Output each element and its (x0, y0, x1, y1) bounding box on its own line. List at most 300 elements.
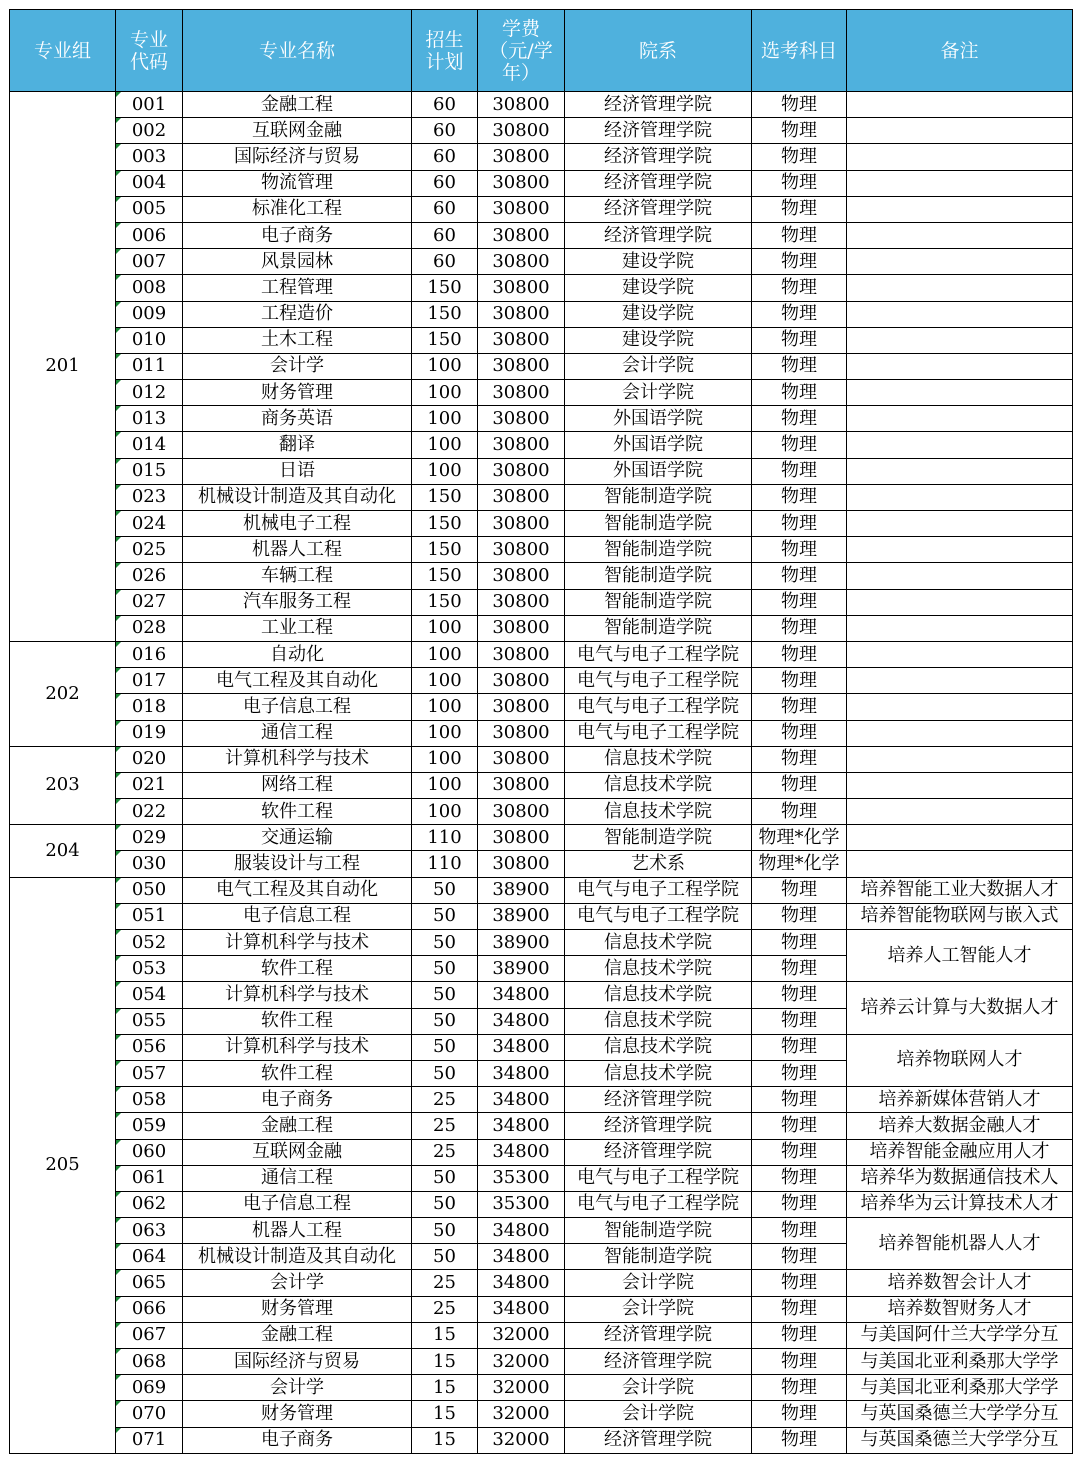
plan-cell: 60 (412, 92, 478, 118)
note-cell (847, 563, 1073, 589)
major-code-cell: 012 (116, 380, 183, 406)
major-code-cell: 021 (116, 772, 183, 798)
major-name-cell: 标准化工程 (183, 196, 412, 222)
table-row (10, 1322, 1073, 1348)
fee-cell: 30800 (478, 301, 565, 327)
table-header (10, 10, 1073, 92)
table-row (10, 301, 1073, 327)
note-cell: 培养人工智能人才 (847, 930, 1073, 982)
fee-cell: 30800 (478, 772, 565, 798)
subject-cell: 物理 (752, 956, 847, 982)
table-row (10, 799, 1073, 825)
table-row (10, 406, 1073, 432)
department-cell: 智能制造学院 (565, 615, 752, 641)
table-row (10, 1427, 1073, 1453)
table-body (10, 92, 1073, 1454)
subject-cell: 物理 (752, 694, 847, 720)
fee-cell: 30800 (478, 825, 565, 851)
department-cell: 电气与电子工程学院 (565, 694, 752, 720)
department-cell: 建设学院 (565, 275, 752, 301)
major-code-cell: 005 (116, 196, 183, 222)
major-code-cell: 055 (116, 1008, 183, 1034)
subject-cell: 物理 (752, 1113, 847, 1139)
note-cell (847, 327, 1073, 353)
department-cell: 会计学院 (565, 1270, 752, 1296)
major-name-cell: 日语 (183, 458, 412, 484)
table-row (10, 1113, 1073, 1139)
fee-cell: 38900 (478, 903, 565, 929)
subject-cell: 物理 (752, 772, 847, 798)
fee-cell: 32000 (478, 1322, 565, 1348)
major-code-cell: 066 (116, 1296, 183, 1322)
admission-plan-table (9, 9, 1073, 1454)
plan-cell: 50 (412, 930, 478, 956)
subject-cell: 物理 (752, 930, 847, 956)
note-cell: 培养智能物联网与嵌入式 (847, 903, 1073, 929)
plan-cell: 100 (412, 720, 478, 746)
header-row (10, 10, 1073, 92)
subject-cell: 物理 (752, 537, 847, 563)
plan-cell: 60 (412, 170, 478, 196)
department-cell: 电气与电子工程学院 (565, 903, 752, 929)
plan-cell: 110 (412, 825, 478, 851)
note-cell: 与英国桑德兰大学学分互 (847, 1427, 1073, 1453)
fee-cell: 30800 (478, 615, 565, 641)
table-row (10, 1349, 1073, 1375)
major-name-cell: 翻译 (183, 432, 412, 458)
department-cell: 电气与电子工程学院 (565, 1191, 752, 1217)
major-code-cell: 065 (116, 1270, 183, 1296)
major-name-cell: 财务管理 (183, 380, 412, 406)
subject-cell: 物理 (752, 877, 847, 903)
plan-cell: 25 (412, 1087, 478, 1113)
group-cell: 205 (10, 877, 116, 1453)
header-name: 专业名称 (183, 10, 412, 92)
note-cell: 培养华为数据通信技术人 (847, 1165, 1073, 1191)
major-code-cell: 025 (116, 537, 183, 563)
subject-cell: 物理 (752, 1191, 847, 1217)
subject-cell: 物理 (752, 170, 847, 196)
table-row (10, 903, 1073, 929)
note-cell (847, 589, 1073, 615)
plan-cell: 100 (412, 746, 478, 772)
fee-cell: 30800 (478, 353, 565, 379)
major-code-cell: 026 (116, 563, 183, 589)
table-row (10, 484, 1073, 510)
plan-cell: 100 (412, 432, 478, 458)
subject-cell: 物理 (752, 432, 847, 458)
department-cell: 建设学院 (565, 301, 752, 327)
table-row (10, 825, 1073, 851)
major-name-cell: 机器人工程 (183, 537, 412, 563)
note-cell: 培养智能工业大数据人才 (847, 877, 1073, 903)
major-name-cell: 机械设计制造及其自动化 (183, 1244, 412, 1270)
fee-cell: 30800 (478, 118, 565, 144)
major-name-cell: 互联网金融 (183, 118, 412, 144)
fee-cell: 34800 (478, 1034, 565, 1060)
department-cell: 电气与电子工程学院 (565, 720, 752, 746)
major-code-cell: 051 (116, 903, 183, 929)
fee-cell: 30800 (478, 668, 565, 694)
note-cell (847, 275, 1073, 301)
table-row (10, 851, 1073, 877)
major-code-cell: 004 (116, 170, 183, 196)
header-subject: 选考科目 (752, 10, 847, 92)
table-row (10, 1270, 1073, 1296)
fee-cell: 34800 (478, 1244, 565, 1270)
major-code-cell: 054 (116, 982, 183, 1008)
major-name-cell: 国际经济与贸易 (183, 144, 412, 170)
fee-cell: 35300 (478, 1191, 565, 1217)
fee-cell: 30800 (478, 275, 565, 301)
major-name-cell: 自动化 (183, 641, 412, 667)
group-cell: 201 (10, 92, 116, 642)
major-code-cell: 059 (116, 1113, 183, 1139)
note-cell (847, 222, 1073, 248)
fee-cell: 34800 (478, 1008, 565, 1034)
major-name-cell: 会计学 (183, 1270, 412, 1296)
fee-cell: 30800 (478, 380, 565, 406)
table-row (10, 380, 1073, 406)
major-code-cell: 018 (116, 694, 183, 720)
note-cell (847, 353, 1073, 379)
subject-cell: 物理 (752, 458, 847, 484)
header-fee: 学费（元/学年） (478, 10, 565, 92)
table-row (10, 92, 1073, 118)
subject-cell: 物理 (752, 406, 847, 432)
table-row (10, 196, 1073, 222)
department-cell: 智能制造学院 (565, 563, 752, 589)
subject-cell: 物理 (752, 196, 847, 222)
subject-cell: 物理 (752, 484, 847, 510)
major-code-cell: 002 (116, 118, 183, 144)
department-cell: 经济管理学院 (565, 92, 752, 118)
major-code-cell: 058 (116, 1087, 183, 1113)
department-cell: 经济管理学院 (565, 222, 752, 248)
note-cell: 与美国北亚利桑那大学学 (847, 1349, 1073, 1375)
plan-cell: 50 (412, 1191, 478, 1217)
major-name-cell: 物流管理 (183, 170, 412, 196)
major-name-cell: 电子信息工程 (183, 1191, 412, 1217)
subject-cell: 物理 (752, 1270, 847, 1296)
header-dept: 院系 (565, 10, 752, 92)
major-name-cell: 电气工程及其自动化 (183, 668, 412, 694)
note-cell (847, 380, 1073, 406)
department-cell: 经济管理学院 (565, 118, 752, 144)
table-row (10, 1191, 1073, 1217)
plan-cell: 60 (412, 222, 478, 248)
note-cell: 培养华为云计算技术人才 (847, 1191, 1073, 1217)
major-name-cell: 工程造价 (183, 301, 412, 327)
note-cell: 培养新媒体营销人才 (847, 1087, 1073, 1113)
subject-cell: 物理 (752, 1401, 847, 1427)
plan-cell: 100 (412, 772, 478, 798)
plan-cell: 50 (412, 1008, 478, 1034)
table-row (10, 668, 1073, 694)
table-row (10, 432, 1073, 458)
department-cell: 信息技术学院 (565, 1034, 752, 1060)
major-name-cell: 风景园林 (183, 249, 412, 275)
table-row (10, 1165, 1073, 1191)
department-cell: 建设学院 (565, 249, 752, 275)
major-code-cell: 062 (116, 1191, 183, 1217)
table-row (10, 222, 1073, 248)
department-cell: 智能制造学院 (565, 537, 752, 563)
plan-cell: 50 (412, 1244, 478, 1270)
subject-cell: 物理 (752, 144, 847, 170)
note-cell: 培养云计算与大数据人才 (847, 982, 1073, 1034)
major-name-cell: 机械设计制造及其自动化 (183, 484, 412, 510)
subject-cell: 物理 (752, 92, 847, 118)
fee-cell: 30800 (478, 563, 565, 589)
plan-cell: 15 (412, 1322, 478, 1348)
subject-cell: 物理 (752, 301, 847, 327)
major-code-cell: 024 (116, 511, 183, 537)
note-cell (847, 301, 1073, 327)
subject-cell: 物理 (752, 1244, 847, 1270)
note-cell: 培养物联网人才 (847, 1034, 1073, 1086)
group-cell: 202 (10, 641, 116, 746)
table-row (10, 1034, 1073, 1060)
plan-cell: 25 (412, 1270, 478, 1296)
subject-cell: 物理 (752, 799, 847, 825)
note-cell: 培养智能机器人人才 (847, 1218, 1073, 1270)
plan-cell: 50 (412, 982, 478, 1008)
note-cell (847, 772, 1073, 798)
department-cell: 电气与电子工程学院 (565, 877, 752, 903)
fee-cell: 30800 (478, 458, 565, 484)
major-code-cell: 064 (116, 1244, 183, 1270)
major-code-cell: 071 (116, 1427, 183, 1453)
fee-cell: 30800 (478, 170, 565, 196)
table-row (10, 1401, 1073, 1427)
major-name-cell: 机械电子工程 (183, 511, 412, 537)
fee-cell: 34800 (478, 1270, 565, 1296)
major-name-cell: 汽车服务工程 (183, 589, 412, 615)
major-name-cell: 交通运输 (183, 825, 412, 851)
table-row (10, 118, 1073, 144)
major-code-cell: 022 (116, 799, 183, 825)
major-name-cell: 互联网金融 (183, 1139, 412, 1165)
subject-cell: 物理 (752, 903, 847, 929)
subject-cell: 物理 (752, 1139, 847, 1165)
major-name-cell: 金融工程 (183, 92, 412, 118)
fee-cell: 30800 (478, 537, 565, 563)
note-cell (847, 668, 1073, 694)
note-cell (847, 92, 1073, 118)
department-cell: 信息技术学院 (565, 1060, 752, 1086)
major-code-cell: 020 (116, 746, 183, 772)
table-row (10, 1296, 1073, 1322)
note-cell (847, 458, 1073, 484)
department-cell: 智能制造学院 (565, 825, 752, 851)
note-cell (847, 825, 1073, 851)
plan-cell: 50 (412, 1218, 478, 1244)
major-name-cell: 电子信息工程 (183, 903, 412, 929)
department-cell: 电气与电子工程学院 (565, 641, 752, 667)
plan-cell: 100 (412, 694, 478, 720)
table-row (10, 144, 1073, 170)
note-cell (847, 511, 1073, 537)
header-note: 备注 (847, 10, 1073, 92)
department-cell: 外国语学院 (565, 432, 752, 458)
note-cell: 培养智能金融应用人才 (847, 1139, 1073, 1165)
fee-cell: 34800 (478, 1113, 565, 1139)
major-code-cell: 030 (116, 851, 183, 877)
header-code: 专业代码 (116, 10, 183, 92)
plan-cell: 100 (412, 353, 478, 379)
subject-cell: 物理 (752, 668, 847, 694)
major-code-cell: 011 (116, 353, 183, 379)
fee-cell: 30800 (478, 92, 565, 118)
major-name-cell: 通信工程 (183, 720, 412, 746)
subject-cell: 物理 (752, 380, 847, 406)
department-cell: 电气与电子工程学院 (565, 668, 752, 694)
note-cell (847, 799, 1073, 825)
subject-cell: 物理 (752, 118, 847, 144)
subject-cell: 物理 (752, 1322, 847, 1348)
department-cell: 经济管理学院 (565, 1427, 752, 1453)
plan-cell: 100 (412, 458, 478, 484)
major-name-cell: 机器人工程 (183, 1218, 412, 1244)
department-cell: 艺术系 (565, 851, 752, 877)
department-cell: 智能制造学院 (565, 1244, 752, 1270)
plan-cell: 50 (412, 1060, 478, 1086)
major-name-cell: 软件工程 (183, 1060, 412, 1086)
subject-cell: 物理 (752, 720, 847, 746)
major-name-cell: 计算机科学与技术 (183, 930, 412, 956)
department-cell: 信息技术学院 (565, 799, 752, 825)
note-cell (847, 484, 1073, 510)
department-cell: 信息技术学院 (565, 746, 752, 772)
major-name-cell: 金融工程 (183, 1322, 412, 1348)
department-cell: 会计学院 (565, 353, 752, 379)
note-cell (847, 170, 1073, 196)
table-row (10, 720, 1073, 746)
subject-cell: 物理 (752, 589, 847, 615)
note-cell (847, 118, 1073, 144)
major-name-cell: 电气工程及其自动化 (183, 877, 412, 903)
plan-cell: 100 (412, 799, 478, 825)
major-code-cell: 050 (116, 877, 183, 903)
table-row (10, 930, 1073, 956)
subject-cell: 物理 (752, 222, 847, 248)
plan-cell: 110 (412, 851, 478, 877)
plan-cell: 15 (412, 1401, 478, 1427)
note-cell (847, 144, 1073, 170)
note-cell (847, 615, 1073, 641)
plan-cell: 100 (412, 380, 478, 406)
department-cell: 信息技术学院 (565, 1008, 752, 1034)
table-row (10, 615, 1073, 641)
plan-cell: 25 (412, 1296, 478, 1322)
major-code-cell: 057 (116, 1060, 183, 1086)
major-name-cell: 软件工程 (183, 956, 412, 982)
fee-cell: 30800 (478, 720, 565, 746)
subject-cell: 物理 (752, 1296, 847, 1322)
fee-cell: 30800 (478, 589, 565, 615)
note-cell (847, 746, 1073, 772)
major-code-cell: 069 (116, 1375, 183, 1401)
major-name-cell: 商务英语 (183, 406, 412, 432)
major-code-cell: 008 (116, 275, 183, 301)
fee-cell: 34800 (478, 1139, 565, 1165)
table-row (10, 511, 1073, 537)
plan-cell: 60 (412, 118, 478, 144)
major-name-cell: 土木工程 (183, 327, 412, 353)
table-row (10, 877, 1073, 903)
plan-cell: 15 (412, 1375, 478, 1401)
subject-cell: 物理 (752, 1427, 847, 1453)
department-cell: 智能制造学院 (565, 589, 752, 615)
major-code-cell: 067 (116, 1322, 183, 1348)
fee-cell: 30800 (478, 249, 565, 275)
plan-cell: 150 (412, 589, 478, 615)
major-code-cell: 070 (116, 1401, 183, 1427)
department-cell: 智能制造学院 (565, 511, 752, 537)
table-row (10, 170, 1073, 196)
fee-cell: 38900 (478, 930, 565, 956)
major-name-cell: 计算机科学与技术 (183, 746, 412, 772)
major-name-cell: 通信工程 (183, 1165, 412, 1191)
plan-cell: 60 (412, 144, 478, 170)
major-name-cell: 计算机科学与技术 (183, 1034, 412, 1060)
department-cell: 会计学院 (565, 1296, 752, 1322)
major-code-cell: 013 (116, 406, 183, 432)
subject-cell: 物理 (752, 249, 847, 275)
major-name-cell: 电子商务 (183, 222, 412, 248)
department-cell: 经济管理学院 (565, 1349, 752, 1375)
plan-cell: 100 (412, 641, 478, 667)
table-row (10, 353, 1073, 379)
fee-cell: 30800 (478, 196, 565, 222)
major-name-cell: 电子信息工程 (183, 694, 412, 720)
table-row (10, 537, 1073, 563)
note-cell: 培养数智财务人才 (847, 1296, 1073, 1322)
plan-cell: 60 (412, 196, 478, 222)
major-code-cell: 017 (116, 668, 183, 694)
fee-cell: 32000 (478, 1375, 565, 1401)
major-name-cell: 工程管理 (183, 275, 412, 301)
fee-cell: 30800 (478, 406, 565, 432)
subject-cell: 物理 (752, 1218, 847, 1244)
department-cell: 会计学院 (565, 1401, 752, 1427)
department-cell: 建设学院 (565, 327, 752, 353)
subject-cell: 物理 (752, 327, 847, 353)
note-cell (847, 249, 1073, 275)
fee-cell: 30800 (478, 144, 565, 170)
plan-cell: 150 (412, 327, 478, 353)
fee-cell: 30800 (478, 851, 565, 877)
department-cell: 信息技术学院 (565, 772, 752, 798)
major-code-cell: 068 (116, 1349, 183, 1375)
department-cell: 信息技术学院 (565, 956, 752, 982)
major-code-cell: 007 (116, 249, 183, 275)
table-row (10, 327, 1073, 353)
plan-cell: 50 (412, 1034, 478, 1060)
major-code-cell: 061 (116, 1165, 183, 1191)
fee-cell: 32000 (478, 1401, 565, 1427)
subject-cell: 物理 (752, 511, 847, 537)
plan-cell: 100 (412, 406, 478, 432)
fee-cell: 34800 (478, 982, 565, 1008)
subject-cell: 物理 (752, 641, 847, 667)
department-cell: 经济管理学院 (565, 196, 752, 222)
fee-cell: 30800 (478, 484, 565, 510)
fee-cell: 30800 (478, 222, 565, 248)
subject-cell: 物理 (752, 1060, 847, 1086)
major-code-cell: 053 (116, 956, 183, 982)
